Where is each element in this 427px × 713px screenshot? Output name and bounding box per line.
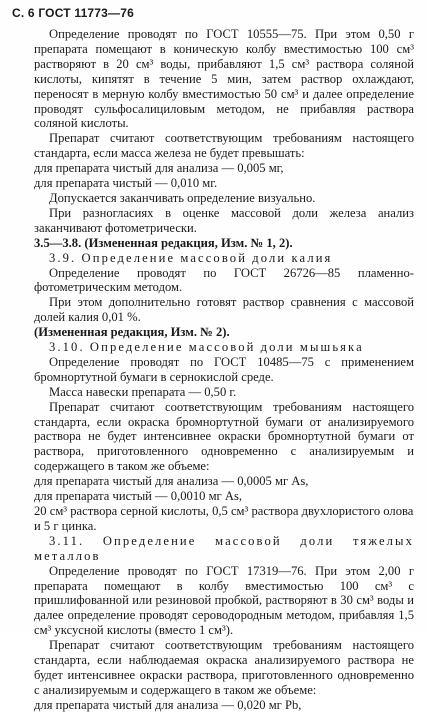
paragraph-arsenic-pure: для препарата чистый — 0,0010 мг As, (34, 489, 243, 504)
paragraph-arsenic-sample-mass: Масса навески препарата — 0,50 г. (49, 384, 237, 399)
paragraph-amended-1-2: 3.5—3.8. (Измененная редакция, Изм. № 1, 2). (34, 235, 293, 250)
section-heading-arsenic: 3.10. Определение массовой доли мышьяка (49, 340, 364, 355)
document-body (34, 27, 414, 713)
paragraph-arsenic-requirement: Препарат считают соответствующим требованиям настоящего стандарта, если окраска бромнортутной бумаги от анализируемого раствора не будет интенсивнее окраски бромнортутной бумаги от раствора, приготовленного одновременно с анализируемым и содержащего в таком же объеме: (34, 399, 414, 474)
paragraph-heavy-metals-requirement: Препарат считают соответствующим требованиям настоящего стандарта, если наблюдаемая окраска анализируемого раствора не будет интенсивнее окраски раствора, приготовленного одновременно с анализируемым и содержащего в таком же объеме: (34, 638, 414, 697)
paragraph-amended-2: (Измененная редакция, Изм. № 2). (34, 325, 230, 340)
paragraph-potassium-reference: При этом дополнительно готовят раствор сравнения с массовой долей калия 0,01 %. (34, 295, 414, 325)
paragraph-arsenic-reagents: 20 см³ раствора серной кислоты, 0,5 см³ раствора двухлористого олова и 5 г цинка. (34, 504, 414, 533)
paragraph-heavy-metals-pure-for-analysis: для препарата чистый для анализа — 0,020 мг Pb, (34, 697, 302, 712)
paragraph-iron-requirement: Препарат считают соответствующим требованиям настоящего стандарта, если масса железа не будет превышать: (34, 131, 414, 161)
paragraph-iron-visual: Допускается заканчивать определение визуально. (49, 190, 316, 205)
page-header: С. 6 ГОСТ 11773—76 (12, 6, 135, 20)
paragraph-arsenic-pure-for-analysis: для препарата чистый для анализа — 0,0005 мг As, (34, 474, 309, 489)
paragraph-iron-pure: для препарата чистый — 0,010 мг. (34, 176, 218, 191)
paragraph-heavy-metals-method: Определение проводят по ГОСТ 17319—76. При этом 2,00 г препарата помещают в колбу вместимостью 100 см³ с пришлифованной или резиновой пробкой, растворяют в 30 см³ воды и далее определение проводят сероводородным методом, прибавляя 1,5 см³ уксусной кислоты (вместо 1 см³). (34, 563, 414, 638)
section-heading-potassium: 3.9. Определение массовой доли калия (49, 250, 333, 265)
paragraph-arsenic-method: Определение проводят по ГОСТ 10485—75 с применением бромнортутной бумаги в сернокислой среде. (34, 354, 414, 384)
section-heading-heavy-metals: 3.11. Определение массовой доли тяжелых металлов (34, 533, 414, 563)
paragraph-iron-method: Определение проводят по ГОСТ 10555—75. При этом 0,50 г препарата помещают в коническую колбу вместимостью 100 см³ растворяют в 20 см³ воды, прибавляют 1,5 см³ раствора соляной кислоты, кипятят в течение 5 мин, затем раствор охлаждают, переносят в мерную колбу вместимостью 50 см³ и далее определение проводят сульфосалициловым методом, не прибавляя раствора соляной кислоты. (34, 27, 414, 131)
paragraph-iron-pure-for-analysis: для препарата чистый для анализа — 0,005 мг, (34, 161, 284, 176)
paragraph-iron-disputes: При разногласиях в оценке массовой доли железа анализ заканчивают фотометрически. (34, 205, 414, 235)
paragraph-potassium-method: Определение проводят по ГОСТ 26726—85 пламенно-фотометрическим методом. (34, 265, 414, 295)
